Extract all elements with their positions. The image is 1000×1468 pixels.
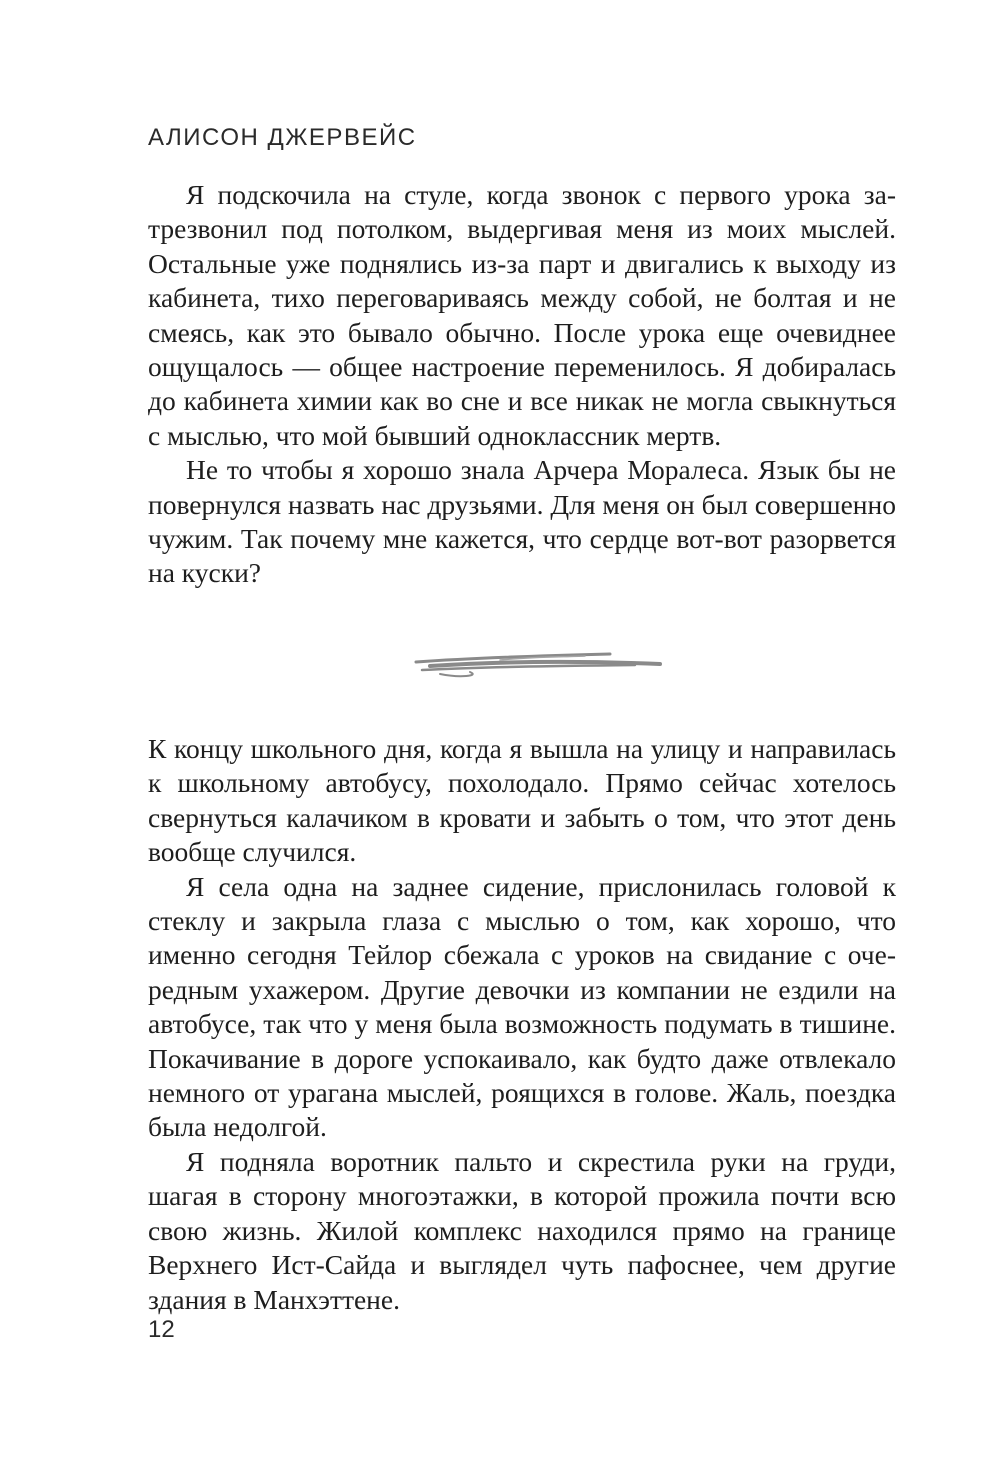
running-head-author: АЛИСОН ДЖЕРВЕЙС bbox=[148, 124, 417, 151]
brush-stroke-divider-icon bbox=[410, 640, 670, 690]
paragraph: Я подскочила на стуле, когда звонок с первого урока затрезвонил под потолком, выдергивая меня из моих мыслей. Остальные уже поднялись из-за парт и двигались к выходу из кабинета, тихо переговариваясь между собой, не болтая и не смеясь, как это бывало обычно. После урока еще очевиднее ощущалось — общее настроение переменилось. Я добиралась до кабинета химии как во сне и все никак не могла свыкнуться с мыслью, что мой бывший одноклассник мертв. bbox=[148, 179, 896, 451]
text-section-1 bbox=[148, 178, 896, 591]
paragraph: Я подняла воротник пальто и скрестила руки на груди, шагая в сторону многоэтажки, в которой прожила почти всю свою жизнь. Жилой комплекс находился прямо на границе Верхнего Ист-Сайда и выглядел чуть пафоснее, чем другие здания в Манхэттене. bbox=[148, 1145, 896, 1315]
paragraph: Я села одна на заднее сидение, прислонилась головой к стеклу и закрыла глаза с мыслью о том, как хорошо, что именно сегодня Тейлор сбежала с уроков на свидание с очередным ухажером. Другие девочки из компании не ездили на автобусе, так что у меня была возможность подумать в тишине. Покачивание в дороге успокаивало, как будто даже отвлекало немного от урагана мыслей, роящихся в голове. Жаль, поездка была недолгой. bbox=[148, 870, 896, 1143]
page-number: 12 bbox=[148, 1316, 175, 1343]
text-section-2 bbox=[148, 732, 896, 1317]
paragraph: К концу школьного дня, когда я вышла на улицу и направилась к школьному автобусу, похолодало. Прямо сейчас хотелось свернуться калачиком в кровати и забыть о том, что этот день вообще случился. bbox=[148, 733, 896, 868]
paragraph: Не то чтобы я хорошо знала Арчера Моралеса. Язык бы не повернулся назвать нас друзьями. Для меня он был совершенно чужим. Так почему мне кажется, что сердце вот-вот разорвется на куски? bbox=[148, 454, 896, 589]
